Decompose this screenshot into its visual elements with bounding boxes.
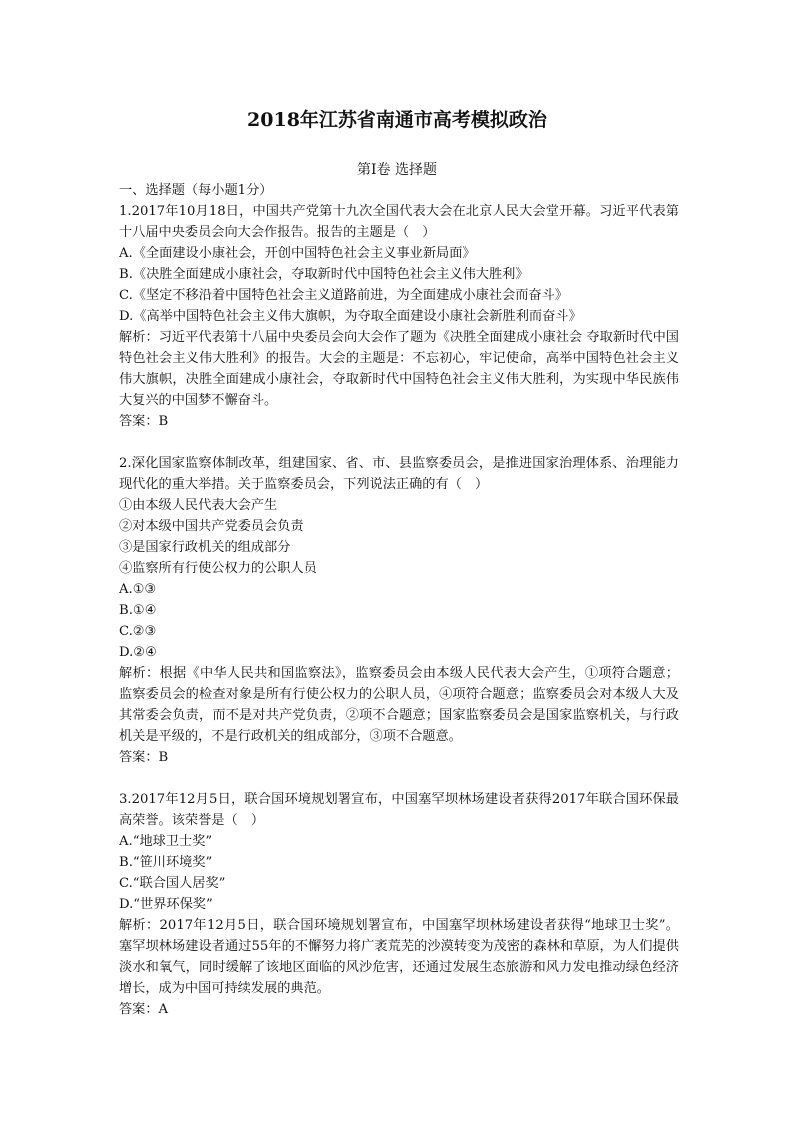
option-c: C.②③ [119,624,157,639]
question-stem: 1.2017年10月18日，中国共产党第十九次全国代表大会在北京人民大会堂开幕。习近平代表第十八届中央委员会向大会作报告。报告的主题是（ ） [119,204,679,240]
statement-3: ③是国家行政机关的组成部分 [119,540,291,555]
question-spacer [119,768,679,789]
option-d: D.“世界环保奖” [119,897,213,912]
option-a: A.“地球卫士奖” [119,834,213,849]
part-heading: 一、选择题（每小题1分） [119,183,273,198]
analysis-text: 解析：根据《中华人民共和国监察法》，监察委员会由本级人民代表大会产生，①项符合题意；监察委员会的检查对象是所有行使公权力的公职人员，④项符合题意；监察委员会对本级人大及其常委会负责，而不是对共产党负责，②项不合题意；国家监察委员会是国家监察机关，与行政机关是平级的，不是行政机关的组成部分，③项不合题意。 [119,666,679,744]
option-d: D.《高举中国特色社会主义伟大旗帜，为夺取全面建设小康社会新胜利而奋斗》 [119,309,582,324]
question-spacer [119,432,679,453]
option-c: C.“联合国人居奖” [119,876,226,891]
question-stem: 3.2017年12月5日，联合国环境规划署宣布，中国塞罕坝林场建设者获得2017年联合国环保最高荣誉。该荣誉是（ ） [119,792,679,828]
document-title: 2018年江苏省南通市高考模拟政治 [247,109,547,131]
option-b: B.“笹川环境奖” [119,855,213,870]
option-a: A.①③ [119,582,157,597]
option-b: B.《决胜全面建成小康社会，夺取新时代中国特色社会主义伟大胜利》 [119,267,529,282]
option-d: D.②④ [119,645,157,660]
statement-2: ②对本级中国共产党委员会负责 [119,519,304,534]
document-body [119,180,679,1020]
question-1 [119,201,679,432]
option-b: B.①④ [119,603,157,618]
question-stem: 2.深化国家监察体制改革，组建国家、省、市、县监察委员会，是推进国家治理体系、治理能力现代化的重大举措。关于监察委员会，下列说法正确的有（ ） [119,456,679,492]
question-2 [119,453,679,768]
analysis-text: 解析：2017年12月5日，联合国环境规划署宣布，中国塞罕坝林场建设者获得“地球卫士奖”。 塞罕坝林场建设者通过55年的不懈努力将广袤荒芜的沙漠转变为茂密的森林和草原，为人们提供淡水和氧气，同时缓解了该地区面临的风沙危害，还通过发展生态旅游和风力发电推动绿色经济增长，成为中国可持续发展的典范。 [119,918,679,996]
option-c: C.《坚定不移沿着中国特色社会主义道路前进，为全面建成小康社会而奋斗》 [119,288,568,303]
section-title: 第Ⅰ卷 选择题 [357,162,437,178]
analysis-text: 解析：习近平代表第十八届中央委员会向大会作了题为《决胜全面建成小康社会 夺取新时代中国特色社会主义伟大胜利》的报告。大会的主题是：不忘初心，牢记使命，高举中国特色社会主义伟大旗帜，决胜全面建成小康社会，夺取新时代中国特色社会主义伟大胜利，为实现中华民族伟大复兴的中国梦不懈奋斗。 [119,330,679,408]
answer-text: 答案：B [119,750,169,765]
statement-1: ①由本级人民代表大会产生 [119,498,278,513]
answer-text: 答案：A [119,1002,169,1017]
question-3 [119,789,679,1020]
answer-text: 答案：B [119,414,169,429]
option-a: A.《全面建设小康社会，开创中国特色社会主义事业新局面》 [119,246,476,261]
statement-4: ④监察所有行使公权力的公职人员 [119,561,317,576]
